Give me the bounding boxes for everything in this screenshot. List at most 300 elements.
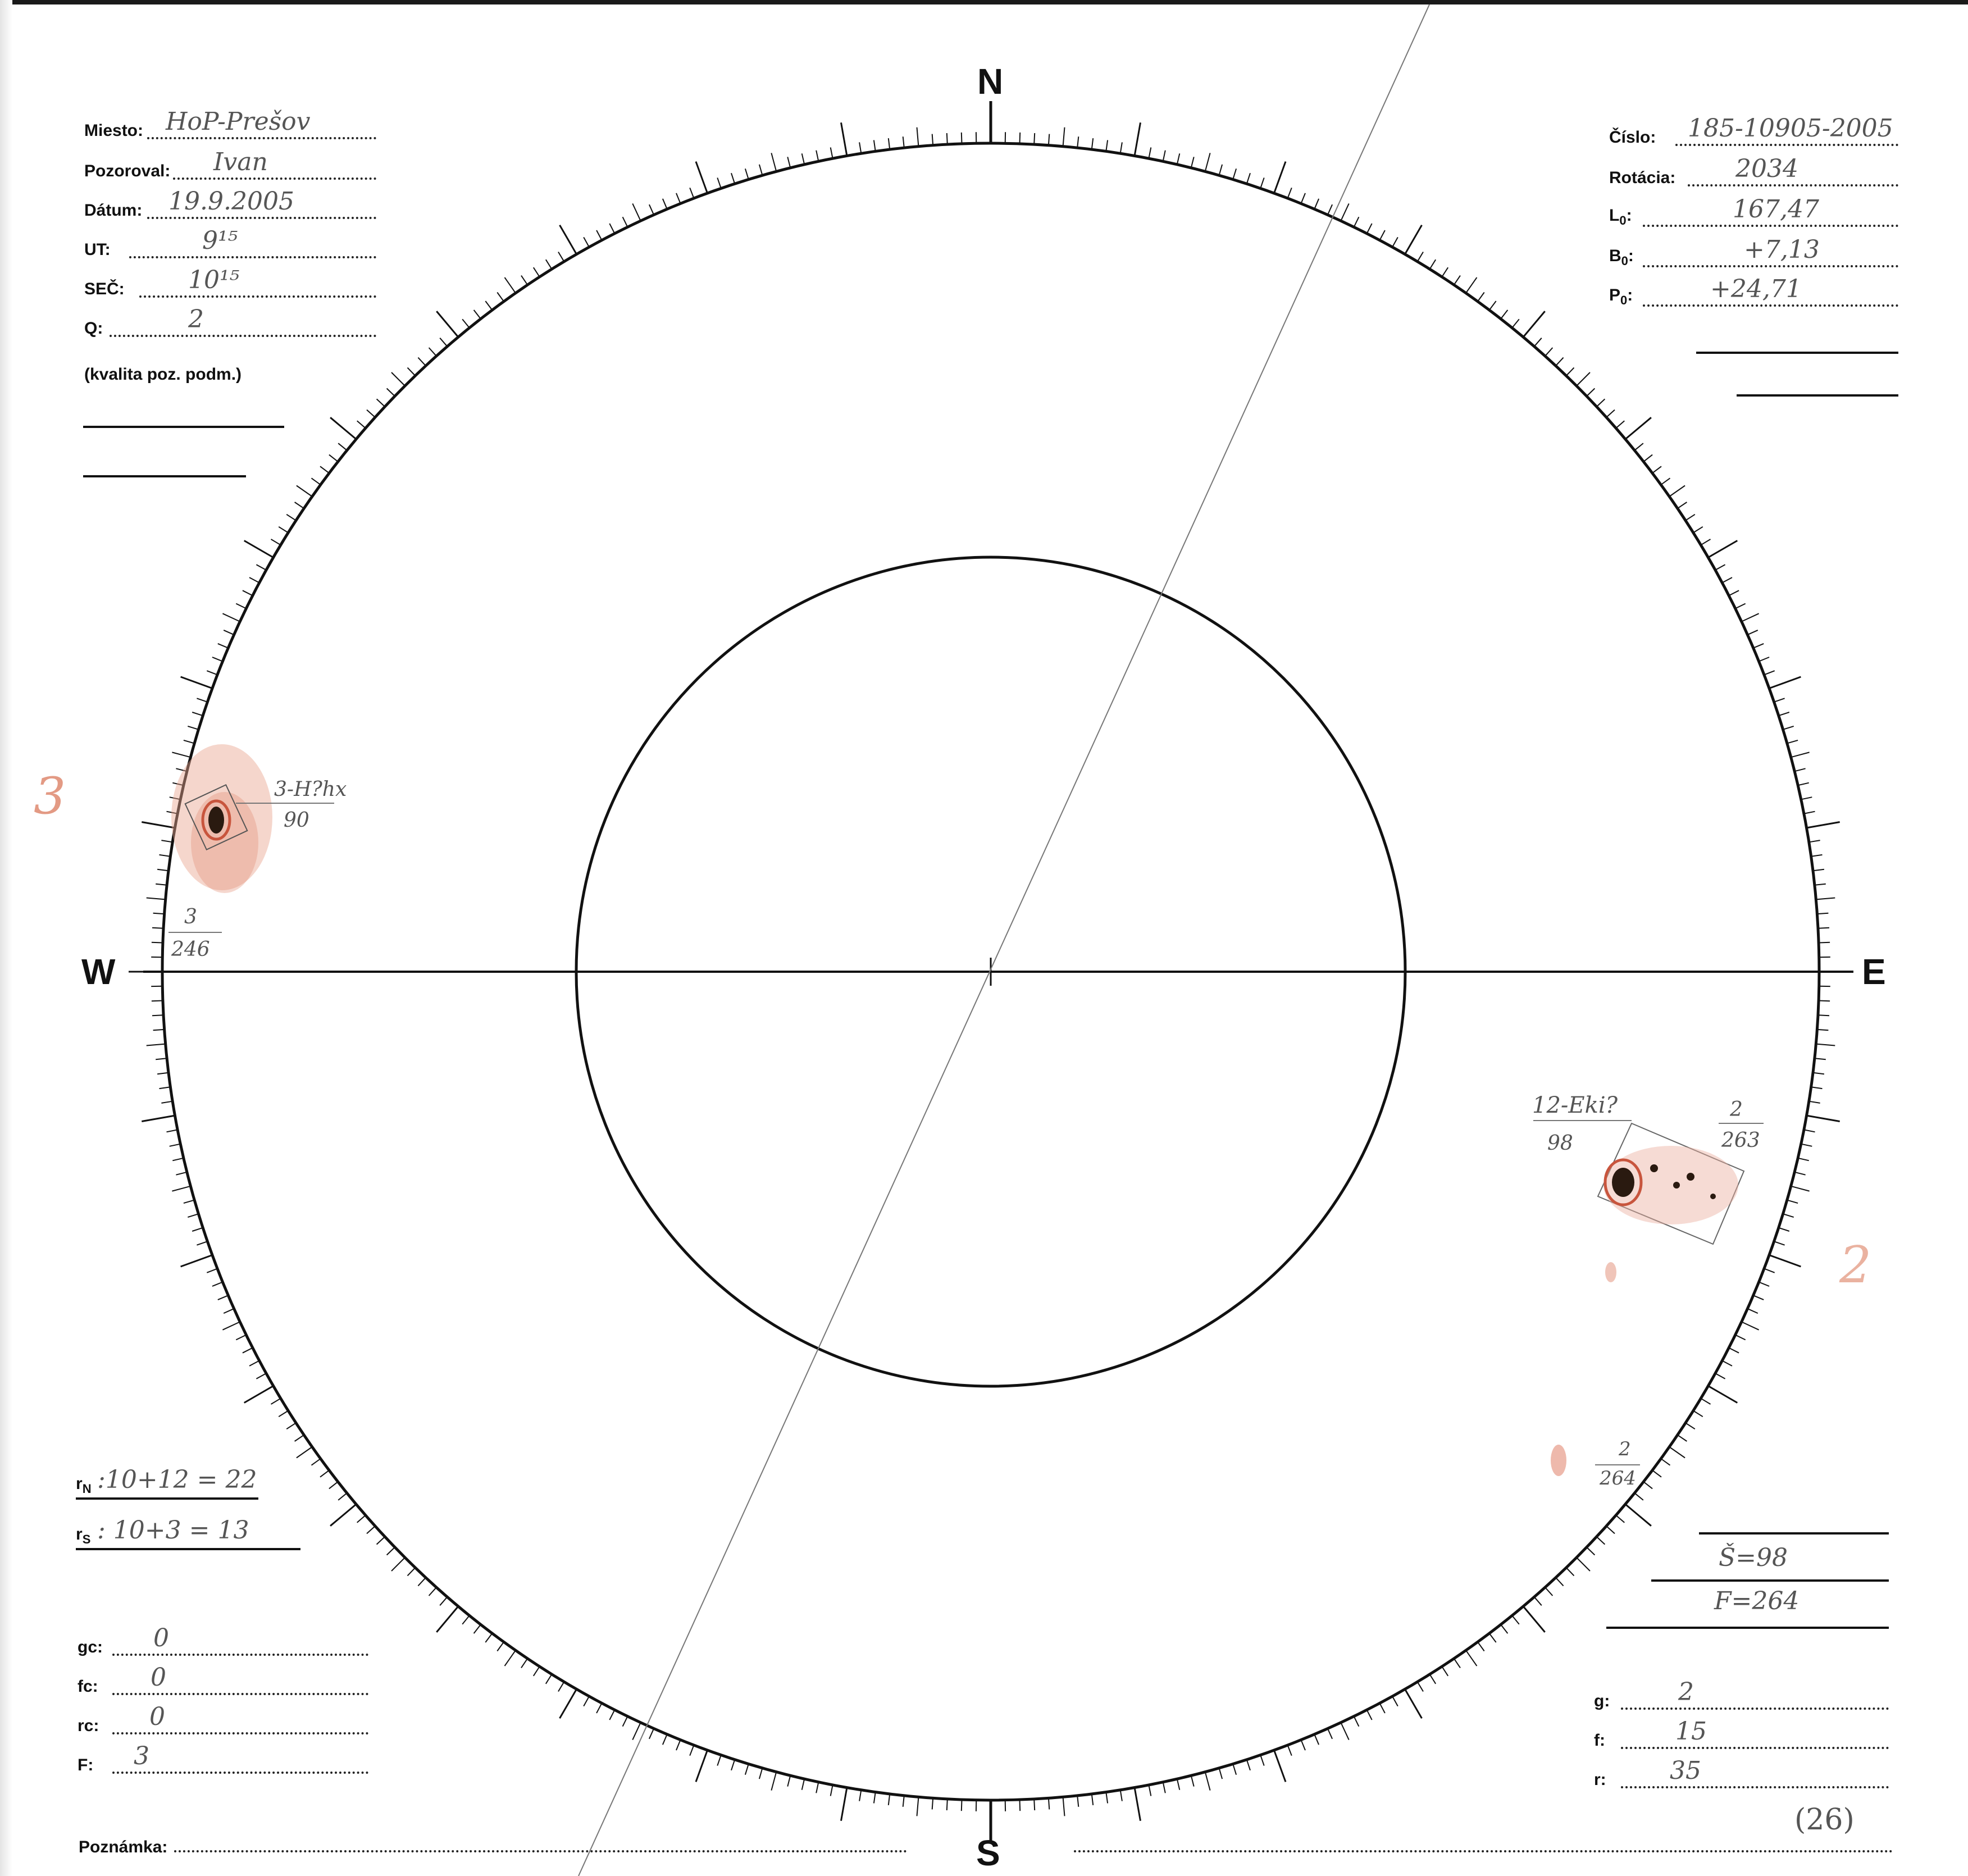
degree-tick <box>222 1322 240 1329</box>
degree-tick <box>497 293 504 302</box>
degree-tick <box>1405 1689 1422 1718</box>
degree-tick <box>1652 466 1661 473</box>
degree-tick <box>244 1386 274 1403</box>
degree-tick <box>1314 1734 1319 1745</box>
degree-tick <box>1106 1792 1108 1804</box>
rc-label: rc: <box>78 1716 99 1735</box>
gc-field[interactable] <box>78 1624 368 1663</box>
degree-tick <box>1809 840 1820 842</box>
degree-tick <box>474 1624 481 1633</box>
pozoroval-label: Pozoroval: <box>84 162 171 180</box>
s-sum-value: Š=98 <box>1719 1543 1788 1572</box>
poznamka-line-right[interactable] <box>1074 1825 1893 1859</box>
degree-tick <box>1191 1775 1194 1786</box>
degree-tick <box>357 421 366 428</box>
degree-tick <box>676 193 681 204</box>
degree-tick <box>1301 1740 1306 1751</box>
degree-tick <box>485 1633 492 1642</box>
degree-tick <box>1634 443 1643 450</box>
cislo-label: Číslo: <box>1609 128 1656 147</box>
po-value: +24,71 <box>1710 275 1802 303</box>
degree-tick <box>188 1214 198 1217</box>
degree-tick <box>1534 338 1542 347</box>
degree-tick <box>197 698 207 702</box>
degree-tick <box>759 165 763 175</box>
degree-tick <box>338 443 347 450</box>
degree-tick <box>841 1788 847 1821</box>
degree-tick <box>152 942 163 943</box>
degree-tick <box>1597 1537 1605 1545</box>
degree-tick <box>1177 153 1180 165</box>
west-group-number: 90 <box>284 809 309 832</box>
degree-tick <box>1135 1788 1140 1821</box>
degree-tick <box>609 1710 614 1720</box>
po-field[interactable] <box>1609 275 1898 313</box>
degree-tick <box>690 188 694 198</box>
degree-tick <box>816 151 818 162</box>
r-value: 35 <box>1670 1756 1701 1785</box>
degree-tick <box>1020 133 1021 144</box>
degree-tick <box>1701 539 1710 545</box>
blank-rule <box>83 475 246 477</box>
degree-tick <box>1219 1768 1223 1779</box>
degree-tick <box>771 153 776 171</box>
faculae-e <box>1605 1262 1616 1282</box>
q-field[interactable] <box>84 305 376 344</box>
degree-tick <box>1678 1435 1687 1441</box>
degree-tick <box>1163 151 1165 162</box>
degree-tick <box>1247 1760 1250 1770</box>
degree-tick <box>558 252 564 262</box>
degree-tick <box>1205 153 1210 171</box>
degree-tick <box>160 1087 171 1089</box>
rotacia-field[interactable] <box>1609 154 1898 193</box>
degree-tick <box>271 539 281 545</box>
degree-tick <box>408 1568 416 1576</box>
degree-tick <box>1801 797 1812 799</box>
degree-tick <box>1577 1558 1590 1571</box>
compass-east: E <box>1862 951 1886 992</box>
fc-label: fc: <box>78 1677 98 1696</box>
degree-tick <box>521 1659 527 1668</box>
degree-tick <box>623 1716 628 1727</box>
sunspot-group-west <box>171 744 334 893</box>
degree-tick <box>663 1734 667 1745</box>
degree-tick <box>1708 541 1737 558</box>
degree-tick <box>1092 1794 1093 1805</box>
degree-tick <box>256 1373 266 1379</box>
poznamka-label: Poznámka: <box>79 1838 168 1856</box>
degree-tick <box>1735 1335 1746 1340</box>
degree-tick <box>387 389 395 397</box>
degree-tick <box>1804 812 1815 814</box>
degree-tick <box>1301 193 1306 204</box>
degree-tick <box>1106 140 1108 152</box>
degree-tick <box>207 671 217 675</box>
degree-tick <box>1661 478 1670 485</box>
degree-tick <box>1523 311 1545 337</box>
degree-tick <box>1341 203 1349 221</box>
cislo-value: 185-10905-2005 <box>1688 114 1893 143</box>
degree-tick <box>1466 277 1477 293</box>
degree-tick <box>181 677 212 689</box>
datum-field[interactable] <box>84 187 376 226</box>
blank-rule <box>1737 394 1898 397</box>
F-sum-value: F=264 <box>1714 1587 1800 1615</box>
degree-tick <box>560 1689 577 1718</box>
degree-tick <box>1523 1606 1545 1632</box>
degree-tick <box>745 169 749 179</box>
degree-tick <box>1587 389 1595 397</box>
degree-tick <box>1534 1597 1542 1605</box>
degree-tick <box>816 1782 818 1793</box>
east-group-class: 12-Eki? <box>1532 1092 1618 1118</box>
degree-tick <box>320 466 329 473</box>
east-count: 2 <box>1730 1098 1743 1121</box>
degree-tick <box>558 1682 564 1691</box>
degree-tick <box>1077 1796 1078 1807</box>
rs-field[interactable] <box>76 1511 300 1550</box>
degree-tick <box>1577 372 1590 386</box>
degree-tick <box>1328 204 1332 215</box>
degree-tick <box>243 1348 253 1353</box>
degree-tick <box>1247 173 1250 184</box>
degree-tick <box>197 1241 207 1245</box>
degree-tick <box>1233 1764 1236 1775</box>
f-value: 15 <box>1675 1717 1707 1746</box>
degree-tick <box>546 259 552 269</box>
degree-tick <box>153 913 165 914</box>
rotacia-value: 2034 <box>1735 154 1798 183</box>
degree-tick <box>286 514 296 521</box>
degree-tick <box>609 224 614 234</box>
page-number: (26) <box>1794 1803 1855 1837</box>
degree-tick <box>1367 224 1372 234</box>
bo-value: +7,13 <box>1744 235 1820 264</box>
degree-tick <box>1759 657 1770 662</box>
degree-tick <box>295 502 304 508</box>
degree-tick <box>1545 348 1552 356</box>
degree-tick <box>1418 1682 1423 1691</box>
degree-tick <box>1715 1373 1725 1379</box>
east-group-number: 98 <box>1547 1132 1573 1155</box>
degree-tick <box>1819 942 1830 943</box>
degree-tick <box>367 1526 375 1533</box>
degree-tick <box>1328 1729 1332 1739</box>
degree-tick <box>623 217 628 227</box>
degree-tick <box>1149 148 1151 159</box>
lo-label: $L_0$: <box>1609 206 1632 227</box>
degree-tick <box>1288 188 1292 198</box>
degree-tick <box>212 1282 223 1287</box>
F-label-left: F: <box>78 1756 94 1774</box>
f-label: f: <box>1594 1731 1605 1750</box>
pozoroval-value: Ivan <box>213 148 268 176</box>
degree-tick <box>787 1775 790 1786</box>
degree-tick <box>1809 1101 1820 1103</box>
bo-field[interactable] <box>1609 235 1898 274</box>
degree-tick <box>436 311 458 337</box>
degree-tick <box>329 455 338 462</box>
degree-tick <box>560 225 577 254</box>
degree-tick <box>1774 1241 1785 1245</box>
degree-tick <box>1779 712 1789 716</box>
degree-tick <box>1341 1723 1349 1740</box>
west-limb-count: 3 <box>184 905 197 928</box>
degree-tick <box>505 277 516 293</box>
blank-rule <box>1606 1627 1889 1629</box>
rotacia-label: Rotácia: <box>1609 169 1676 187</box>
degree-tick <box>418 1578 426 1586</box>
degree-tick <box>859 1790 861 1801</box>
po-label: $P_0$: <box>1609 286 1633 307</box>
margin-mark-right: 2 <box>1839 1236 1872 1295</box>
degree-tick <box>903 136 904 148</box>
degree-tick <box>408 368 416 376</box>
degree-tick <box>1764 1269 1775 1273</box>
degree-tick <box>167 1130 178 1132</box>
degree-tick <box>1566 368 1574 376</box>
degree-tick <box>745 1764 749 1775</box>
degree-tick <box>1798 1158 1809 1161</box>
degree-tick <box>1753 644 1764 648</box>
degree-tick <box>497 1642 504 1651</box>
degree-tick <box>1634 1493 1643 1500</box>
degree-tick <box>1149 1785 1151 1796</box>
degree-tick <box>320 1470 329 1477</box>
degree-tick <box>1678 502 1687 508</box>
blank-rule <box>1651 1579 1889 1582</box>
degree-tick <box>172 752 190 757</box>
degree-tick <box>1556 358 1564 366</box>
degree-tick <box>170 1144 181 1146</box>
degree-tick <box>889 138 890 149</box>
degree-tick <box>1489 301 1496 310</box>
rs-label: $r_S$ <box>76 1525 91 1546</box>
degree-tick <box>1205 1772 1210 1791</box>
degree-tick <box>1807 1115 1840 1121</box>
sec-label: SEČ: <box>84 280 125 298</box>
degree-tick <box>279 1411 288 1417</box>
degree-tick <box>224 630 234 635</box>
degree-tick <box>1478 1642 1484 1651</box>
se-limb-number: 264 <box>1600 1467 1636 1490</box>
degree-tick <box>1798 783 1809 786</box>
degree-tick <box>218 644 229 648</box>
degree-tick <box>831 1785 833 1796</box>
degree-tick <box>330 417 356 439</box>
r-field[interactable] <box>1594 1756 1889 1795</box>
degree-tick <box>429 348 436 356</box>
degree-tick <box>649 1729 654 1739</box>
cislo-field[interactable] <box>1609 114 1898 153</box>
ut-field[interactable] <box>84 226 376 265</box>
degree-tick <box>157 1073 168 1074</box>
degree-tick <box>759 1768 763 1779</box>
degree-tick <box>1606 410 1615 417</box>
degree-tick <box>1354 1716 1359 1727</box>
degree-tick <box>147 1044 166 1046</box>
degree-tick <box>1380 230 1385 240</box>
rc-field[interactable] <box>78 1702 368 1741</box>
degree-tick <box>1748 1309 1758 1313</box>
rn-field[interactable] <box>76 1460 258 1500</box>
degree-tick <box>418 358 426 366</box>
degree-tick <box>243 590 253 595</box>
degree-tick <box>731 173 735 184</box>
degree-tick <box>256 564 266 570</box>
degree-tick <box>249 577 259 582</box>
degree-tick <box>1625 1504 1651 1526</box>
degree-tick <box>717 1755 721 1766</box>
degree-tick <box>329 1482 338 1488</box>
degree-tick <box>1816 1044 1835 1046</box>
degree-tick <box>156 1058 167 1059</box>
degree-tick <box>1783 1214 1794 1217</box>
degree-tick <box>1260 1755 1264 1766</box>
degree-tick <box>632 203 640 221</box>
degree-tick <box>1566 1568 1574 1576</box>
degree-tick <box>1489 1633 1496 1642</box>
degree-tick <box>1606 1526 1615 1533</box>
degree-tick <box>1233 169 1236 179</box>
degree-tick <box>1813 869 1824 871</box>
degree-tick <box>1787 1200 1798 1204</box>
F-field-left[interactable] <box>78 1742 368 1781</box>
sec-field[interactable] <box>84 266 376 304</box>
blank-rule <box>1696 352 1898 354</box>
degree-tick <box>295 1435 304 1441</box>
degree-tick <box>676 1740 681 1751</box>
degree-tick <box>1807 822 1840 828</box>
degree-tick <box>1501 310 1507 319</box>
degree-tick <box>1597 399 1605 407</box>
degree-tick <box>1722 1361 1732 1366</box>
degree-tick <box>546 1674 552 1684</box>
degree-tick <box>152 1015 163 1016</box>
poznamka-line-left[interactable] <box>174 1825 907 1859</box>
degree-tick <box>1729 1348 1739 1353</box>
quality-note: (kvalita poz. podm.) <box>84 365 242 384</box>
degree-tick <box>584 237 589 247</box>
east-count-number: 263 <box>1721 1129 1760 1152</box>
degree-tick <box>1063 1797 1065 1816</box>
degree-tick <box>184 740 194 744</box>
degree-tick <box>831 148 833 159</box>
degree-tick <box>1587 1547 1595 1555</box>
degree-tick <box>1729 590 1739 595</box>
degree-tick <box>391 1558 405 1571</box>
degree-tick <box>1454 1659 1460 1668</box>
degree-tick <box>1769 677 1801 689</box>
ut-label: UT: <box>84 240 111 259</box>
degree-tick <box>462 1615 470 1624</box>
degree-tick <box>1791 752 1810 757</box>
degree-tick <box>1163 1782 1165 1793</box>
rn-label: $r_N$ <box>76 1474 92 1496</box>
degree-tick <box>1260 177 1264 188</box>
degree-tick <box>1815 1058 1826 1059</box>
degree-tick <box>184 1200 194 1204</box>
degree-tick <box>1759 1282 1770 1287</box>
datum-value: 19.9.2005 <box>168 187 294 216</box>
miesto-field[interactable] <box>84 107 376 146</box>
degree-tick <box>1616 421 1624 428</box>
g-label: g: <box>1594 1692 1610 1710</box>
degree-tick <box>1442 1666 1448 1676</box>
degree-tick <box>1120 142 1122 153</box>
degree-tick <box>534 267 540 277</box>
fc-field[interactable] <box>78 1663 368 1702</box>
degree-tick <box>1813 1073 1824 1074</box>
degree-tick <box>889 1794 890 1805</box>
degree-tick <box>1693 527 1703 533</box>
degree-tick <box>1380 1703 1385 1713</box>
degree-tick <box>1177 1779 1180 1790</box>
degree-tick <box>1430 1674 1436 1684</box>
degree-tick <box>1779 1228 1789 1231</box>
degree-tick <box>1774 698 1785 702</box>
F-value-left: 3 <box>134 1742 149 1770</box>
degree-tick <box>1274 1750 1286 1782</box>
degree-tick <box>236 604 246 609</box>
degree-tick <box>1135 122 1140 156</box>
rn-value: :10+12 = 22 <box>97 1465 257 1494</box>
degree-tick <box>1418 252 1423 262</box>
degree-tick <box>1742 1322 1759 1329</box>
miesto-value: HoP-Prešov <box>166 107 311 136</box>
degree-tick <box>1811 855 1823 857</box>
degree-tick <box>188 726 198 730</box>
degree-tick <box>440 1597 447 1605</box>
pozoroval-field[interactable] <box>84 148 376 186</box>
degree-tick <box>1643 1482 1652 1488</box>
degree-tick <box>1625 417 1651 439</box>
degree-tick <box>1466 1650 1477 1666</box>
lo-value: 167,47 <box>1733 195 1819 224</box>
degree-tick <box>932 1798 933 1809</box>
margin-mark-left: 3 <box>34 767 66 826</box>
compass-north: N <box>977 61 1004 102</box>
degree-tick <box>218 1295 229 1300</box>
degree-tick <box>1545 1587 1552 1596</box>
degree-tick <box>1811 1087 1823 1089</box>
f-field[interactable] <box>1594 1717 1889 1756</box>
degree-tick <box>1092 138 1093 149</box>
west-group-class: 3-H?hx <box>274 778 347 801</box>
degree-tick <box>1392 1696 1398 1706</box>
degree-tick <box>717 177 721 188</box>
degree-tick <box>1693 1411 1703 1417</box>
degree-tick <box>696 162 708 193</box>
degree-tick <box>1314 199 1319 210</box>
degree-tick <box>1063 128 1065 147</box>
degree-tick <box>312 478 321 485</box>
degree-tick <box>521 276 527 285</box>
degree-tick <box>440 338 447 347</box>
degree-tick <box>1769 1255 1801 1267</box>
blank-rule <box>83 426 284 428</box>
degree-tick <box>596 1703 602 1713</box>
rc-value: 0 <box>149 1702 165 1731</box>
degree-tick <box>224 1309 234 1313</box>
degree-tick <box>1556 1578 1564 1586</box>
lo-field[interactable] <box>1609 195 1898 234</box>
degree-tick <box>1219 165 1223 175</box>
degree-tick <box>1801 1144 1812 1146</box>
g-field[interactable] <box>1594 1678 1889 1716</box>
degree-tick <box>462 319 470 328</box>
